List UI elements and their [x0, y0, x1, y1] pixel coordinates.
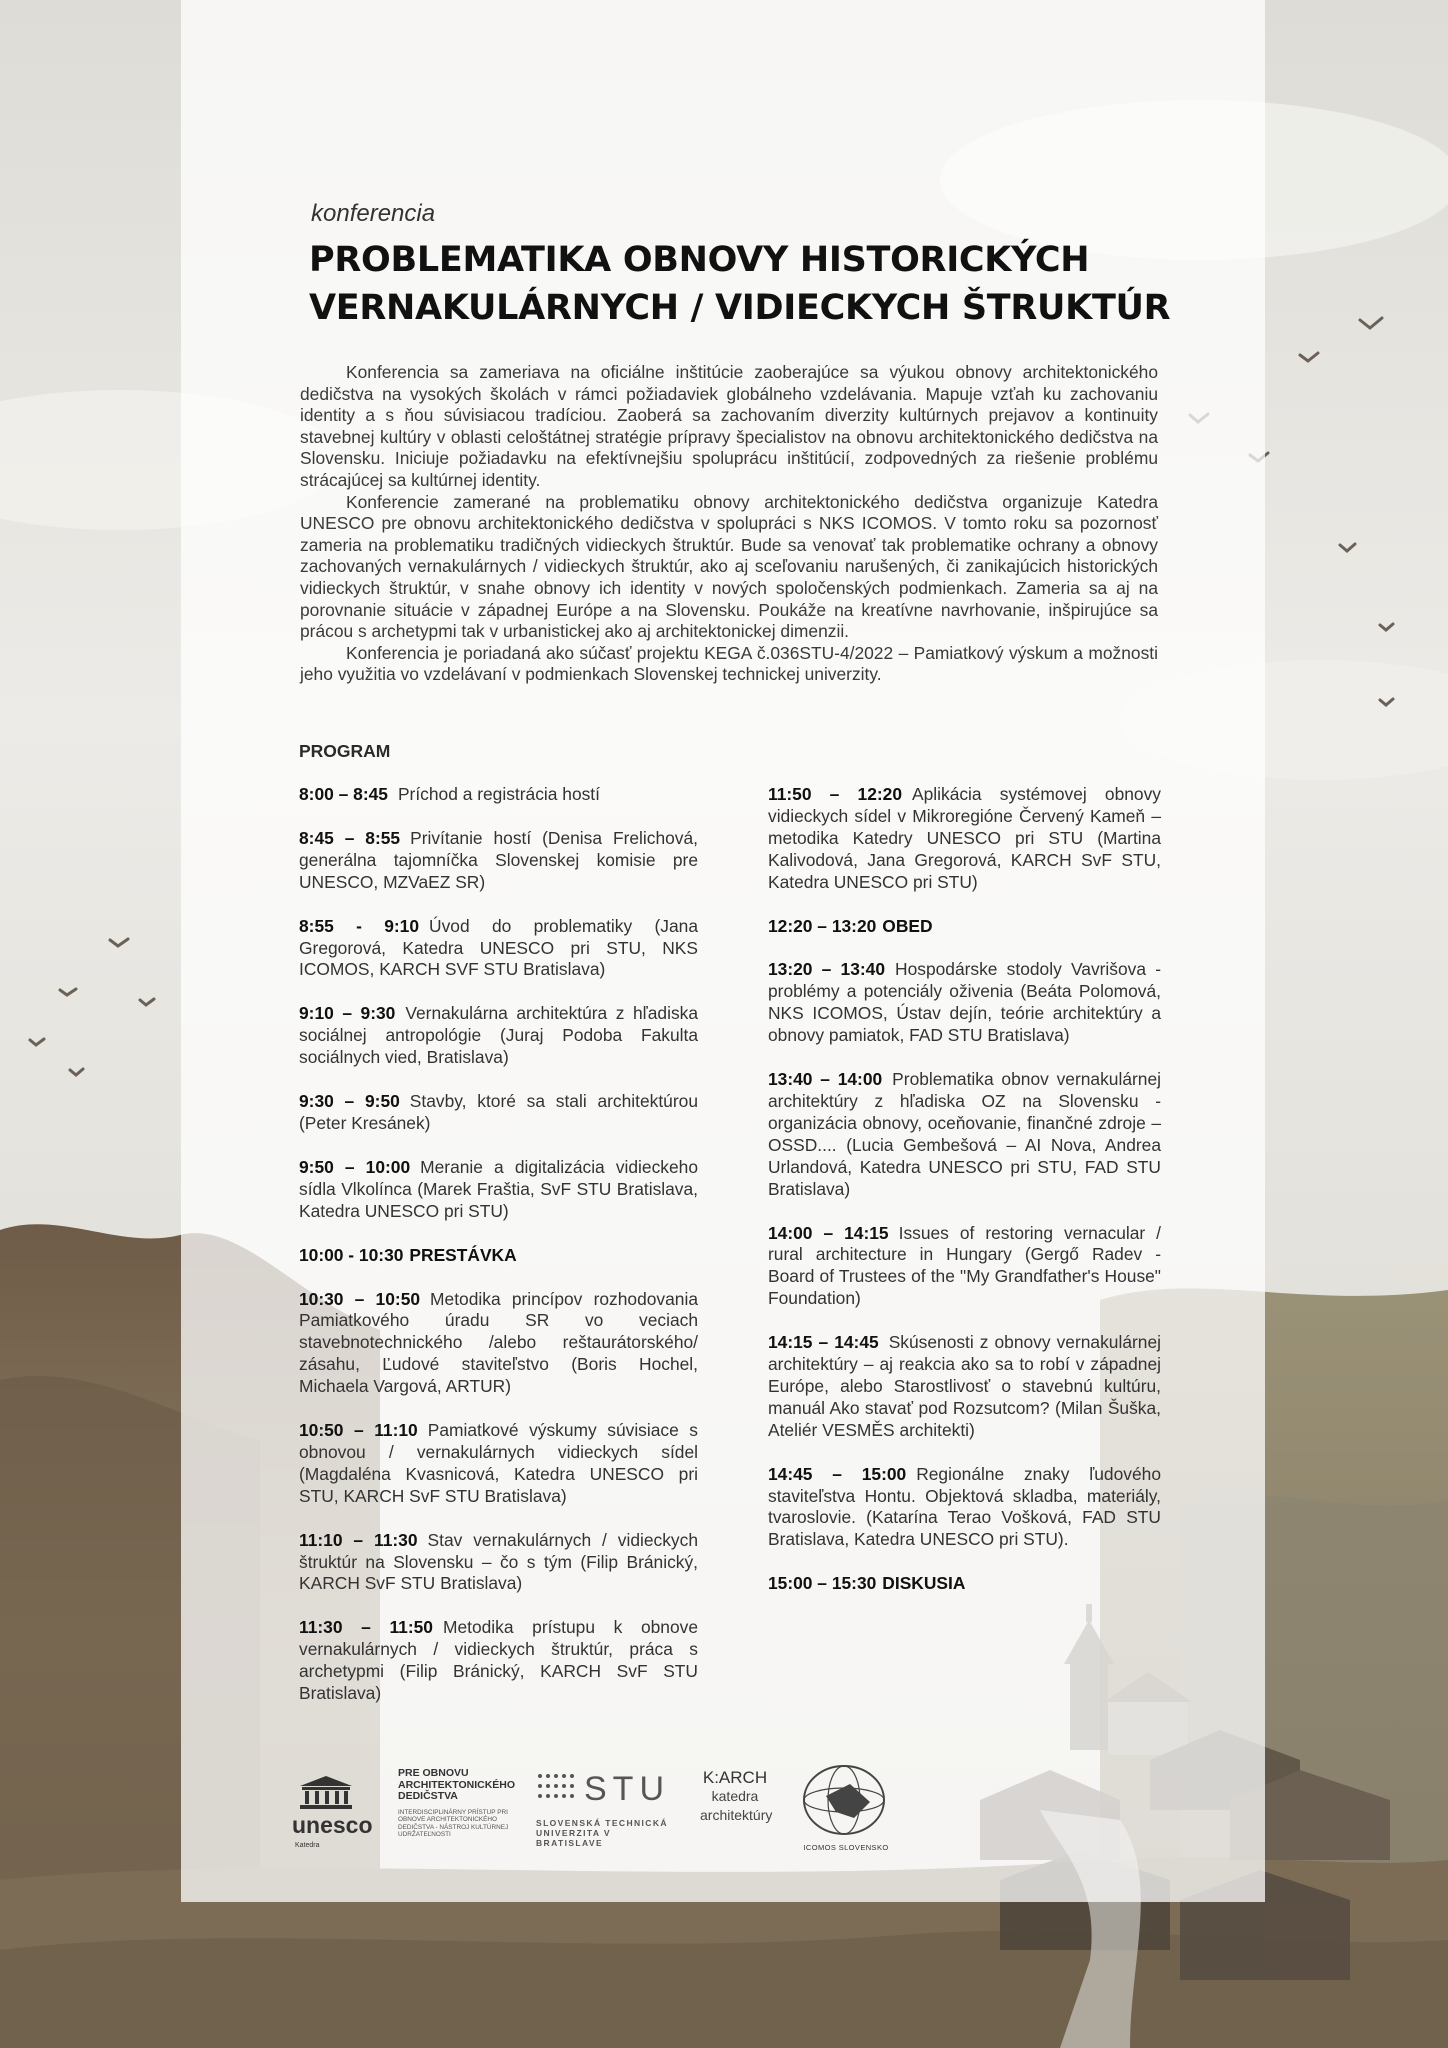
program-text: Príchod a registrácia hostí: [397, 784, 600, 804]
program-item: [299, 1091, 698, 1135]
program-text: Metodika princípov rozhodovania Pamiatkového úradu SR vo veciach stavebnotechnického /alebo reštaurátorského/ zásahu, Ľudové staviteľstvo (Boris Hochel, Michaela Vargová, ARTUR): [299, 1288, 699, 1397]
partner-logos: [292, 1762, 912, 1872]
program-time: 14:15 – 14:45: [768, 1332, 879, 1353]
unesco-subtitle: Katedra: [295, 1842, 320, 1849]
program-time: 15:00 – 15:30: [768, 1573, 877, 1594]
program-item: [299, 1157, 698, 1223]
program-time: 14:45 – 15:00: [768, 1463, 907, 1484]
program-break: [768, 916, 1161, 938]
program-text: Stav vernakulárnych / vidieckych štruktúr na Slovensku – čo s tým (Filip Bránický, KARCH SvF STU Bratislava): [299, 1529, 698, 1594]
stu-logo: [536, 1770, 676, 1848]
unesco-logo: [292, 1762, 392, 1849]
program-time: 9:50 – 10:00: [299, 1156, 411, 1177]
intro-paragraph: Konferencia je poriadaná ako súčasť projektu KEGA č.036STU-4/2022 – Pamiatkový výskum a možnosti jeho využitia vo vzdelávaní v podmienkach Slovenskej technickej univerzity.: [300, 642, 1158, 685]
title-line-1: PROBLEMATIKA OBNOVY HISTORICKÝCH: [309, 240, 1090, 280]
program-text: Problematika obnov vernakulárnej architektúry z hľadiska OZ na Slovensku - organizácia obnovy, oceňovanie, finančné zdroje – OSSD.... (Lucia Gembešová – AI Nova, Andrea Urlandová, Katedra UNESCO pri STU, FAD STU Bratislava): [768, 1069, 1161, 1199]
unesco-wordmark: unesco: [292, 1812, 373, 1838]
program-item: [768, 1223, 1161, 1311]
page-title: [309, 236, 1209, 332]
stu-name: SLOVENSKÁ TECHNICKÁ UNIVERZITA V BRATISLAVE: [536, 1818, 668, 1848]
chair-heading: PRE OBNOVU ARCHITEKTONICKÉHO DEDIČSTVA: [398, 1767, 516, 1802]
program-item: [768, 1464, 1161, 1552]
intro-paragraph: Konferencie zamerané na problematiku obnovy architektonického dedičstva organizuje Katedra UNESCO pre obnovu architektonického dedičstva v spolupráci s NKS ICOMOS. V tomto roku sa pozornosť zameria na problematiku tradičných vidieckych štruktúr. Bude sa venovať tak problematike ochrany a obnovy zachovaných vernakulárnych / vidieckych štruktúr, ako aj sceľovaniu narušených, či zanikajúcich historických vidieckych štruktúr, v snahe obnovy ich identity v nových spoločenských podmienkach. Zameria sa aj na porovnanie situácie v západnej Európe a na Slovensku. Poukáže na kreatívne navrhovanie, inšpirujúce sa prácou s archetypmi tak v urbanistickej ako aj architektonickej dimenzii.: [300, 491, 1158, 642]
program-text: Privítanie hostí (Denisa Frelichová, generálna tajomníčka Slovenskej komisie pre UNESCO, MZVaEZ SR): [299, 827, 698, 892]
intro-paragraph: Konferencia sa zameriava na oficiálne inštitúcie zaoberajúce sa výukou obnovy architektonického dedičstva na vysokých školách v rámci požiadaviek globálneho vzdelávania. Mapuje vzťah ku zachovaniu identity a s ňou súvisiacou tradíciou. Zaoberá sa zachovaním diverzity kultúrnych prejavov a kontinuity stavebnej kultúry v oblasti celoštátnej stratégie prípravy špecialistov na obnovu architektonického dedičstva na Slovensku. Iniciuje požiadavku na efektívnejšiu spoluprácu inštitúcií, zodpovedných za riešenie problému strácajúcej sa kultúrnej identity.: [300, 362, 1158, 490]
karch-line-1: katedra: [711, 1788, 759, 1804]
program-time: 9:10 – 9:30: [299, 1003, 396, 1024]
karch-logo: [700, 1768, 773, 1825]
program-text: Vernakulárna architektúra z hľadiska sociálnej antropológie (Juraj Podoba Fakulta sociálnych vied, Bratislava): [299, 1003, 699, 1068]
karch-mark: K:ARCH: [702, 1768, 768, 1787]
program-column-right: [768, 784, 1161, 1617]
program-time: 11:30 – 11:50: [299, 1617, 433, 1638]
karch-line-2: architektúry: [700, 1807, 773, 1823]
program-time: 13:40 – 14:00: [768, 1069, 883, 1090]
unesco-chair-logo: [398, 1768, 528, 1839]
program-item: [768, 959, 1161, 1047]
program-time: 14:00 – 14:15: [768, 1222, 889, 1243]
program-item: [299, 1003, 698, 1069]
program-text: Hospodárske stodoly Vavrišova - problémy a potenciály oživenia (Beáta Polomová, NKS ICOMOS, Ústav dejín, teórie architektúry a obnovy pamiatok, FAD STU Bratislava): [768, 959, 1162, 1046]
program-text: DISKUSIA: [882, 1573, 966, 1594]
program-time: 10:30 – 10:50: [299, 1288, 421, 1309]
program-column-left: [299, 784, 698, 1727]
program-time: 10:50 – 11:10: [299, 1420, 418, 1441]
program-time: 13:20 – 13:40: [768, 959, 886, 980]
program-item: [299, 784, 698, 806]
program-text: Metodika prístupu k obnove vernakulárnych / vidieckych štruktúr, práca s archetypmi (Filip Bránický, KARCH SvF STU Bratislava): [299, 1617, 698, 1704]
program-item: [768, 1069, 1161, 1200]
stu-mark-text: STU: [584, 1770, 670, 1804]
program-item: [299, 828, 698, 894]
program-time: 8:00 – 8:45: [299, 784, 388, 804]
program-time: 11:10 – 11:30: [299, 1529, 418, 1550]
program-text: Regionálne znaky ľudového staviteľstva Hontu. Objektová skladba, materiály, tvaroslovie. (Katarína Terao Vošková, FAD STU Bratislava, Katedra UNESCO pri STU).: [768, 1463, 1161, 1550]
intro-text: [300, 362, 1158, 686]
program-item: [299, 916, 698, 982]
program-item: [299, 1530, 698, 1596]
program-text: Aplikácia systémovej obnovy vidieckych sídel v Mikroregióne Červený Kameň – metodika Katedry UNESCO pri STU (Martina Kalivodová, Jana Gregorová, KARCH SvF STU, Katedra UNESCO pri STU): [768, 784, 1161, 892]
event-kicker: konferencia: [311, 200, 436, 227]
program-text: Stavby, ktoré sa stali architektúrou (Peter Kresánek): [299, 1091, 698, 1133]
program-time: 12:20 – 13:20: [768, 915, 877, 936]
icomos-globe-icon: [796, 1762, 892, 1840]
program-time: 11:50 – 12:20: [768, 784, 902, 804]
stu-wordmark: [536, 1770, 676, 1804]
program-text: Úvod do problematiky (Jana Gregorová, Katedra UNESCO pri STU, NKS ICOMOS, KARCH SVF STU Bratislava): [299, 915, 698, 980]
program-time: 8:55 - 9:10: [299, 915, 420, 936]
program-time: 10:00 - 10:30: [299, 1244, 404, 1265]
program-text: Pamiatkové výskumy súvisiace s obnovou / vernakulárnych vidieckych sídel (Magdaléna Kvasnicová, Katedra UNESCO pri STU, KARCH SvF STU Bratislava): [299, 1420, 698, 1506]
program-text: OBED: [882, 915, 933, 936]
program-text: Issues of restoring vernacular / rural architecture in Hungary (Gergő Radev - Board of Trustees of the "My Grandfather's House" Foundation): [768, 1222, 1162, 1309]
program-item: [768, 784, 1161, 894]
icomos-name: ICOMOS SLOVENSKO: [803, 1843, 889, 1852]
program-item: [768, 1332, 1161, 1442]
program-item: [299, 1289, 698, 1399]
program-time: 8:45 – 8:55: [299, 827, 401, 848]
program-break: [768, 1573, 1161, 1595]
program-text: PRESTÁVKA: [409, 1244, 517, 1265]
title-line-2: VERNAKULÁRNYCH / VIDIECKYCH ŠTRUKTÚR: [309, 288, 1171, 328]
program-time: 9:30 – 9:50: [299, 1091, 400, 1112]
program-text: Skúsenosti z obnovy vernakulárnej architektúry – aj reakcia ako sa to robí v západnej Európe, alebo Starostlivosť o stavebnú kultúru, manuál Ako stavať pod Rozsutcom? (Milan Šuška, Ateliér VESMĚS architekti): [768, 1332, 1161, 1440]
program-break: [299, 1245, 698, 1267]
chair-description: INTERDISCIPLINÁRNY PRÍSTUP PRI OBNOVE ARCHITEKTONICKÉHO DEDIČSTVA - NÁSTROJ KULTÚRNEJ UDRŽATEĽNOSTI: [398, 1808, 509, 1838]
program-text: Meranie a digitalizácia vidieckeho sídla Vlkolínca (Marek Fraštia, SvF STU Bratislava, Katedra UNESCO pri STU): [299, 1156, 698, 1221]
program-item: [299, 1420, 698, 1508]
program-item: [299, 1617, 698, 1705]
unesco-temple-icon: [296, 1774, 356, 1810]
icomos-logo: [796, 1762, 896, 1852]
program-heading: PROGRAM: [299, 741, 391, 761]
